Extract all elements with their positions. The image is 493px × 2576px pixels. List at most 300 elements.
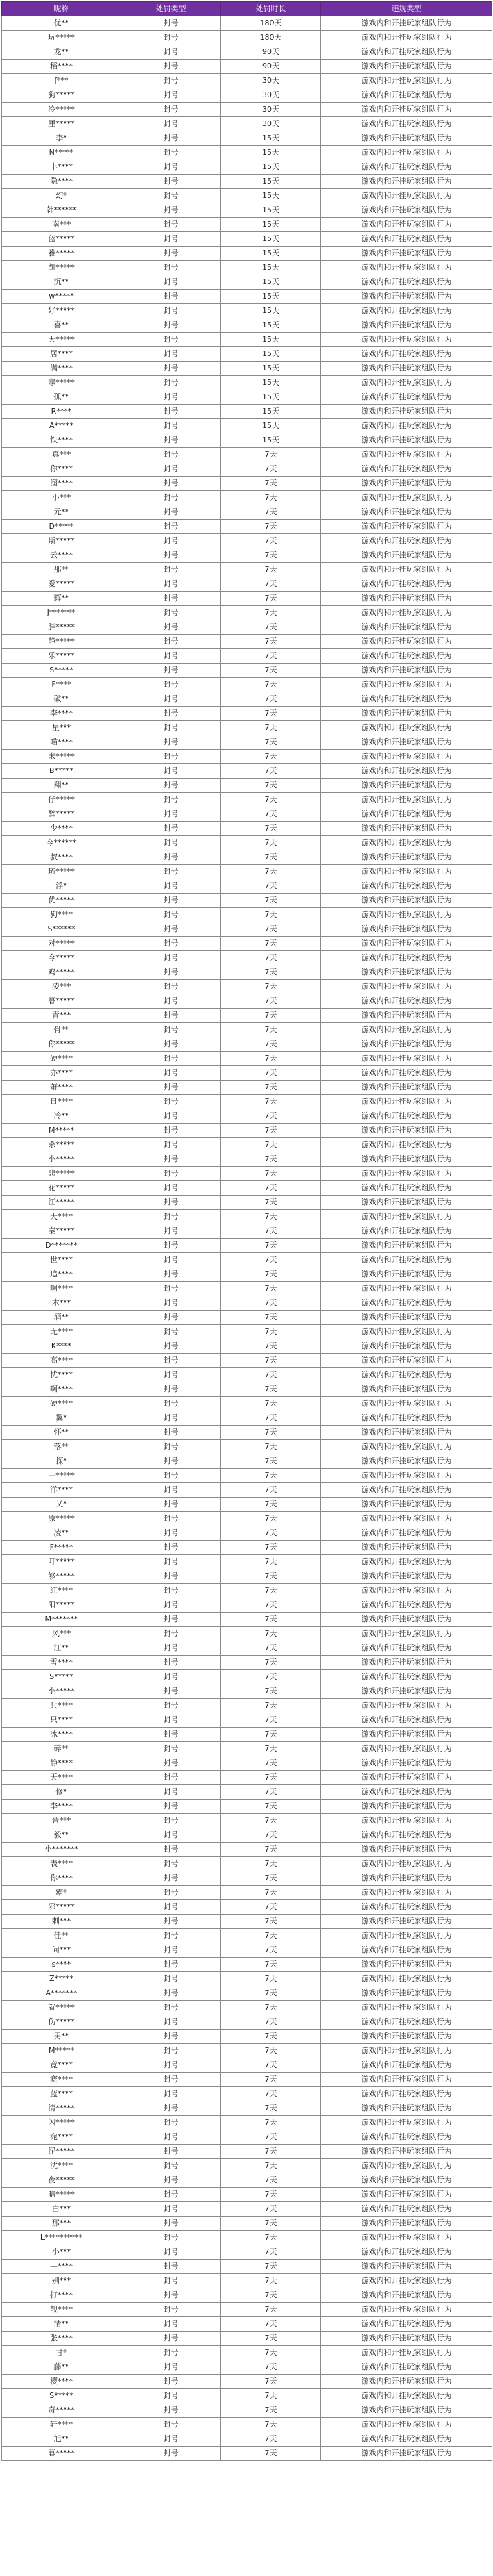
cell-penalty-duration: 7天 — [221, 994, 321, 1009]
cell-penalty-duration: 7天 — [221, 678, 321, 692]
cell-violation-type: 游戏内和开挂玩家组队行为 — [321, 879, 492, 894]
table-row — [2, 2332, 492, 2346]
cell-violation-type: 游戏内和开挂玩家组队行为 — [321, 2044, 492, 2058]
table-row — [2, 1382, 492, 1397]
table-row — [2, 2087, 492, 2101]
table-row — [2, 1828, 492, 1843]
cell-nickname: 暮***** — [2, 994, 121, 1009]
table-row — [2, 1066, 492, 1081]
cell-nickname: 风*** — [2, 1627, 121, 1641]
table-row — [2, 750, 492, 764]
table-header — [2, 2, 492, 16]
cell-penalty-duration: 7天 — [221, 1152, 321, 1167]
cell-violation-type: 游戏内和开挂玩家组队行为 — [321, 664, 492, 678]
cell-penalty-type: 封号 — [121, 750, 221, 764]
cell-penalty-duration: 7天 — [221, 2015, 321, 2030]
cell-penalty-type: 封号 — [121, 865, 221, 879]
cell-violation-type: 游戏内和开挂玩家组队行为 — [321, 1943, 492, 1958]
cell-nickname: 隐**** — [2, 175, 121, 189]
cell-penalty-duration: 30天 — [221, 117, 321, 131]
cell-penalty-duration: 7天 — [221, 1670, 321, 1684]
cell-penalty-type: 封号 — [121, 635, 221, 649]
cell-penalty-type: 封号 — [121, 2245, 221, 2260]
cell-penalty-type: 封号 — [121, 1641, 221, 1656]
table-row — [2, 362, 492, 376]
cell-nickname: 藤** — [2, 2360, 121, 2375]
cell-penalty-duration: 7天 — [221, 1713, 321, 1728]
cell-penalty-duration: 7天 — [221, 2303, 321, 2317]
table-row — [2, 1857, 492, 1871]
table-row — [2, 1368, 492, 1382]
cell-nickname: 世**** — [2, 1253, 121, 1267]
cell-violation-type: 游戏内和开挂玩家组队行为 — [321, 635, 492, 649]
cell-penalty-type: 封号 — [121, 2087, 221, 2101]
cell-violation-type: 游戏内和开挂玩家组队行为 — [321, 2188, 492, 2202]
cell-violation-type: 游戏内和开挂玩家组队行为 — [321, 894, 492, 908]
table-row — [2, 807, 492, 822]
cell-nickname: 邪***** — [2, 1900, 121, 1915]
cell-penalty-duration: 7天 — [221, 2245, 321, 2260]
cell-nickname: 泥***** — [2, 2145, 121, 2159]
cell-nickname: 怀** — [2, 1426, 121, 1440]
cell-violation-type: 游戏内和开挂玩家组队行为 — [321, 1296, 492, 1311]
cell-violation-type: 游戏内和开挂玩家组队行为 — [321, 534, 492, 548]
cell-penalty-duration: 7天 — [221, 850, 321, 865]
cell-penalty-type: 封号 — [121, 1368, 221, 1382]
cell-penalty-duration: 15天 — [221, 390, 321, 405]
cell-violation-type: 游戏内和开挂玩家组队行为 — [321, 1684, 492, 1699]
cell-violation-type: 游戏内和开挂玩家组队行为 — [321, 2202, 492, 2217]
cell-violation-type: 游戏内和开挂玩家组队行为 — [321, 994, 492, 1009]
cell-nickname: 高**** — [2, 1354, 121, 1368]
cell-nickname: 轩**** — [2, 2418, 121, 2432]
cell-violation-type: 游戏内和开挂玩家组队行为 — [321, 2418, 492, 2432]
table-row — [2, 2346, 492, 2360]
cell-penalty-type: 封号 — [121, 1613, 221, 1627]
cell-penalty-type: 封号 — [121, 419, 221, 433]
cell-penalty-duration: 7天 — [221, 1641, 321, 1656]
cell-nickname: 硬**** — [2, 1397, 121, 1411]
table-row — [2, 1296, 492, 1311]
cell-nickname: 伤***** — [2, 2015, 121, 2030]
cell-violation-type: 游戏内和开挂玩家组队行为 — [321, 462, 492, 477]
table-row — [2, 1239, 492, 1253]
cell-violation-type: 游戏内和开挂玩家组队行为 — [321, 2403, 492, 2418]
table-row — [2, 951, 492, 965]
table-row — [2, 1167, 492, 1181]
cell-violation-type: 游戏内和开挂玩家组队行为 — [321, 908, 492, 922]
table-row — [2, 1095, 492, 1109]
cell-penalty-duration: 7天 — [221, 937, 321, 951]
cell-penalty-duration: 7天 — [221, 2145, 321, 2159]
cell-penalty-type: 封号 — [121, 1598, 221, 1613]
table-row — [2, 1728, 492, 1742]
cell-violation-type: 游戏内和开挂玩家组队行为 — [321, 1756, 492, 1771]
cell-penalty-type: 封号 — [121, 692, 221, 707]
cell-violation-type: 游戏内和开挂玩家组队行为 — [321, 1785, 492, 1800]
cell-penalty-duration: 7天 — [221, 1555, 321, 1569]
cell-penalty-duration: 7天 — [221, 822, 321, 836]
cell-violation-type: 游戏内和开挂玩家组队行为 — [321, 1138, 492, 1152]
table-row — [2, 520, 492, 534]
cell-penalty-type: 封号 — [121, 189, 221, 203]
cell-penalty-duration: 7天 — [221, 1081, 321, 1095]
cell-penalty-duration: 15天 — [221, 275, 321, 290]
cell-nickname: 日**** — [2, 1095, 121, 1109]
cell-violation-type: 游戏内和开挂玩家组队行为 — [321, 1843, 492, 1857]
cell-penalty-duration: 7天 — [221, 1684, 321, 1699]
cell-penalty-type: 封号 — [121, 764, 221, 779]
cell-nickname: 赛**** — [2, 2073, 121, 2087]
cell-penalty-type: 封号 — [121, 1052, 221, 1066]
cell-nickname: 阳***** — [2, 1598, 121, 1613]
cell-violation-type: 游戏内和开挂玩家组队行为 — [321, 491, 492, 505]
cell-violation-type: 游戏内和开挂玩家组队行为 — [321, 189, 492, 203]
cell-violation-type: 游戏内和开挂玩家组队行为 — [321, 1958, 492, 1972]
cell-nickname: 南*** — [2, 218, 121, 232]
cell-violation-type: 游戏内和开挂玩家组队行为 — [321, 1325, 492, 1339]
cell-nickname: 酒** — [2, 1311, 121, 1325]
cell-penalty-type: 封号 — [121, 1397, 221, 1411]
cell-nickname: 对***** — [2, 937, 121, 951]
cell-nickname: 醉***** — [2, 807, 121, 822]
cell-penalty-type: 封号 — [121, 203, 221, 218]
cell-violation-type: 游戏内和开挂玩家组队行为 — [321, 563, 492, 577]
cell-penalty-type: 封号 — [121, 1569, 221, 1584]
table-row — [2, 606, 492, 620]
cell-violation-type: 游戏内和开挂玩家组队行为 — [321, 1368, 492, 1382]
cell-penalty-duration: 7天 — [221, 1282, 321, 1296]
cell-penalty-duration: 7天 — [221, 620, 321, 635]
cell-nickname: B***** — [2, 764, 121, 779]
cell-penalty-type: 封号 — [121, 1023, 221, 1037]
cell-nickname: 蓝**** — [2, 2087, 121, 2101]
cell-nickname: F***** — [2, 1541, 121, 1555]
cell-violation-type: 游戏内和开挂玩家组队行为 — [321, 1210, 492, 1224]
cell-violation-type: 游戏内和开挂玩家组队行为 — [321, 433, 492, 448]
cell-penalty-type: 封号 — [121, 822, 221, 836]
cell-penalty-type: 封号 — [121, 1986, 221, 2001]
cell-nickname: 洋**** — [2, 1483, 121, 1498]
table-row — [2, 1152, 492, 1167]
cell-violation-type: 游戏内和开挂玩家组队行为 — [321, 376, 492, 390]
table-row — [2, 2044, 492, 2058]
cell-nickname: 佳** — [2, 1929, 121, 1943]
cell-violation-type: 游戏内和开挂玩家组队行为 — [321, 577, 492, 592]
cell-penalty-type: 封号 — [121, 462, 221, 477]
cell-penalty-type: 封号 — [121, 103, 221, 117]
table-row — [2, 60, 492, 74]
cell-penalty-type: 封号 — [121, 879, 221, 894]
table-row — [2, 1454, 492, 1469]
cell-penalty-type: 封号 — [121, 548, 221, 563]
table-row — [2, 175, 492, 189]
table-row — [2, 577, 492, 592]
cell-nickname: 你***** — [2, 1037, 121, 1052]
cell-penalty-type: 封号 — [121, 1469, 221, 1483]
table-row — [2, 822, 492, 836]
cell-nickname: 忧**** — [2, 1368, 121, 1382]
table-row — [2, 1555, 492, 1569]
cell-violation-type: 游戏内和开挂玩家组队行为 — [321, 2145, 492, 2159]
cell-penalty-type: 封号 — [121, 1742, 221, 1756]
cell-nickname: 竟**** — [2, 2058, 121, 2073]
table-row — [2, 1814, 492, 1828]
cell-violation-type: 游戏内和开挂玩家组队行为 — [321, 1339, 492, 1354]
cell-penalty-duration: 15天 — [221, 433, 321, 448]
cell-violation-type: 游戏内和开挂玩家组队行为 — [321, 1382, 492, 1397]
cell-penalty-type: 封号 — [121, 362, 221, 376]
cell-penalty-type: 封号 — [121, 735, 221, 750]
cell-penalty-duration: 7天 — [221, 1483, 321, 1498]
cell-penalty-type: 封号 — [121, 793, 221, 807]
table-row — [2, 1037, 492, 1052]
cell-violation-type: 游戏内和开挂玩家组队行为 — [321, 1095, 492, 1109]
cell-violation-type: 游戏内和开挂玩家组队行为 — [321, 1311, 492, 1325]
cell-penalty-duration: 15天 — [221, 160, 321, 175]
cell-penalty-duration: 7天 — [221, 1066, 321, 1081]
cell-nickname: 小*** — [2, 2245, 121, 2260]
cell-penalty-type: 封号 — [121, 2274, 221, 2288]
cell-nickname: 未***** — [2, 750, 121, 764]
cell-penalty-duration: 7天 — [221, 1929, 321, 1943]
cell-penalty-type: 封号 — [121, 2332, 221, 2346]
table-row — [2, 1598, 492, 1613]
cell-violation-type: 游戏内和开挂玩家组队行为 — [321, 850, 492, 865]
cell-nickname: 只**** — [2, 1713, 121, 1728]
cell-violation-type: 游戏内和开挂玩家组队行为 — [321, 1066, 492, 1081]
cell-penalty-duration: 7天 — [221, 2274, 321, 2288]
ban-list-table-container — [1, 1, 492, 2461]
table-row — [2, 2403, 492, 2418]
table-row — [2, 1267, 492, 1282]
cell-violation-type: 游戏内和开挂玩家组队行为 — [321, 505, 492, 520]
cell-violation-type: 游戏内和开挂玩家组队行为 — [321, 922, 492, 937]
cell-penalty-type: 封号 — [121, 405, 221, 419]
cell-nickname: 沉** — [2, 275, 121, 290]
cell-violation-type: 游戏内和开挂玩家组队行为 — [321, 1555, 492, 1569]
cell-violation-type: 游戏内和开挂玩家组队行为 — [321, 1009, 492, 1023]
table-row — [2, 448, 492, 462]
cell-violation-type: 游戏内和开挂玩家组队行为 — [321, 362, 492, 376]
cell-penalty-type: 封号 — [121, 1081, 221, 1095]
table-row — [2, 1124, 492, 1138]
table-row — [2, 721, 492, 735]
cell-penalty-type: 封号 — [121, 2418, 221, 2432]
cell-violation-type: 游戏内和开挂玩家组队行为 — [321, 865, 492, 879]
cell-penalty-duration: 7天 — [221, 1843, 321, 1857]
cell-penalty-type: 封号 — [121, 2159, 221, 2173]
cell-nickname: 凌** — [2, 1526, 121, 1541]
cell-penalty-duration: 7天 — [221, 2058, 321, 2073]
cell-penalty-type: 封号 — [121, 664, 221, 678]
cell-penalty-type: 封号 — [121, 1037, 221, 1052]
cell-violation-type: 游戏内和开挂玩家组队行为 — [321, 2116, 492, 2130]
cell-penalty-duration: 7天 — [221, 1052, 321, 1066]
cell-penalty-duration: 7天 — [221, 664, 321, 678]
cell-penalty-type: 封号 — [121, 1483, 221, 1498]
cell-penalty-type: 封号 — [121, 1382, 221, 1397]
cell-nickname: 宛**** — [2, 2130, 121, 2145]
cell-nickname: S***** — [2, 664, 121, 678]
cell-penalty-type: 封号 — [121, 2202, 221, 2217]
cell-penalty-duration: 7天 — [221, 1325, 321, 1339]
cell-penalty-duration: 7天 — [221, 1526, 321, 1541]
table-row — [2, 879, 492, 894]
cell-penalty-duration: 15天 — [221, 362, 321, 376]
table-row — [2, 1426, 492, 1440]
cell-violation-type: 游戏内和开挂玩家组队行为 — [321, 965, 492, 980]
table-row — [2, 2432, 492, 2447]
cell-violation-type: 游戏内和开挂玩家组队行为 — [321, 290, 492, 304]
table-row — [2, 2217, 492, 2231]
cell-penalty-duration: 7天 — [221, 548, 321, 563]
cell-penalty-duration: 15天 — [221, 304, 321, 318]
cell-penalty-type: 封号 — [121, 1239, 221, 1253]
cell-penalty-type: 封号 — [121, 1843, 221, 1857]
table-row — [2, 131, 492, 146]
cell-penalty-type: 封号 — [121, 1915, 221, 1929]
cell-nickname: 辉** — [2, 592, 121, 606]
cell-penalty-type: 封号 — [121, 1282, 221, 1296]
cell-nickname: 雪**** — [2, 1656, 121, 1670]
cell-penalty-duration: 7天 — [221, 2231, 321, 2245]
cell-penalty-duration: 7天 — [221, 721, 321, 735]
table-body — [2, 16, 492, 2461]
table-row — [2, 1771, 492, 1785]
cell-violation-type: 游戏内和开挂玩家组队行为 — [321, 1929, 492, 1943]
table-row — [2, 2001, 492, 2015]
cell-penalty-type: 封号 — [121, 1109, 221, 1124]
cell-penalty-duration: 7天 — [221, 491, 321, 505]
cell-nickname: D***** — [2, 520, 121, 534]
cell-nickname: 就***** — [2, 2001, 121, 2015]
table-row — [2, 635, 492, 649]
cell-penalty-type: 封号 — [121, 2101, 221, 2116]
cell-penalty-type: 封号 — [121, 1800, 221, 1814]
table-row — [2, 1397, 492, 1411]
cell-nickname: 小***** — [2, 1152, 121, 1167]
table-row — [2, 1569, 492, 1584]
cell-penalty-type: 封号 — [121, 951, 221, 965]
cell-penalty-type: 封号 — [121, 1440, 221, 1454]
cell-penalty-duration: 7天 — [221, 2159, 321, 2173]
cell-nickname: 夜***** — [2, 2173, 121, 2188]
cell-violation-type: 游戏内和开挂玩家组队行为 — [321, 2317, 492, 2332]
cell-penalty-duration: 7天 — [221, 1196, 321, 1210]
table-row — [2, 664, 492, 678]
cell-penalty-type: 封号 — [121, 1138, 221, 1152]
cell-violation-type: 游戏内和开挂玩家组队行为 — [321, 592, 492, 606]
table-row — [2, 2101, 492, 2116]
cell-penalty-duration: 7天 — [221, 1311, 321, 1325]
cell-nickname: 那** — [2, 563, 121, 577]
cell-penalty-duration: 7天 — [221, 951, 321, 965]
cell-penalty-duration: 7天 — [221, 2288, 321, 2303]
cell-violation-type: 游戏内和开挂玩家组队行为 — [321, 692, 492, 707]
cell-penalty-type: 封号 — [121, 1699, 221, 1713]
cell-nickname: 今****** — [2, 836, 121, 850]
cell-violation-type: 游戏内和开挂玩家组队行为 — [321, 1584, 492, 1598]
cell-penalty-type: 封号 — [121, 1411, 221, 1426]
cell-penalty-type: 封号 — [121, 1728, 221, 1742]
cell-nickname: A******* — [2, 1986, 121, 2001]
cell-penalty-duration: 7天 — [221, 1584, 321, 1598]
cell-nickname: 悲***** — [2, 1167, 121, 1181]
cell-penalty-duration: 7天 — [221, 1009, 321, 1023]
cell-violation-type: 游戏内和开挂玩家组队行为 — [321, 60, 492, 74]
cell-nickname: 小******* — [2, 1843, 121, 1857]
cell-violation-type: 游戏内和开挂玩家组队行为 — [321, 2101, 492, 2116]
cell-violation-type: 游戏内和开挂玩家组队行为 — [321, 2303, 492, 2317]
cell-penalty-duration: 7天 — [221, 2087, 321, 2101]
table-row — [2, 2015, 492, 2030]
cell-nickname: 凯***** — [2, 261, 121, 275]
cell-nickname: 骨** — [2, 1023, 121, 1037]
cell-nickname: 落** — [2, 1440, 121, 1454]
cell-violation-type: 游戏内和开挂玩家组队行为 — [321, 1900, 492, 1915]
cell-nickname: 霸* — [2, 1886, 121, 1900]
cell-nickname: 浮* — [2, 879, 121, 894]
cell-penalty-duration: 15天 — [221, 419, 321, 433]
table-row — [2, 103, 492, 117]
cell-violation-type: 游戏内和开挂玩家组队行为 — [321, 2058, 492, 2073]
cell-nickname: 冷** — [2, 1109, 121, 1124]
cell-violation-type: 游戏内和开挂玩家组队行为 — [321, 1052, 492, 1066]
cell-penalty-duration: 7天 — [221, 1239, 321, 1253]
cell-violation-type: 游戏内和开挂玩家组队行为 — [321, 2130, 492, 2145]
cell-penalty-type: 封号 — [121, 2044, 221, 2058]
cell-penalty-duration: 7天 — [221, 1569, 321, 1584]
table-row — [2, 304, 492, 318]
cell-nickname: 居**** — [2, 347, 121, 362]
table-row — [2, 2188, 492, 2202]
cell-penalty-duration: 7天 — [221, 1267, 321, 1282]
cell-penalty-duration: 7天 — [221, 1167, 321, 1181]
cell-penalty-duration: 7天 — [221, 1871, 321, 1886]
cell-violation-type: 游戏内和开挂玩家组队行为 — [321, 175, 492, 189]
cell-penalty-type: 封号 — [121, 577, 221, 592]
cell-violation-type: 游戏内和开挂玩家组队行为 — [321, 1972, 492, 1986]
cell-nickname: 花***** — [2, 1181, 121, 1196]
cell-penalty-type: 封号 — [121, 347, 221, 362]
cell-nickname: 雅***** — [2, 247, 121, 261]
table-row — [2, 318, 492, 333]
cell-penalty-duration: 7天 — [221, 1138, 321, 1152]
cell-penalty-duration: 7天 — [221, 1656, 321, 1670]
cell-violation-type: 游戏内和开挂玩家组队行为 — [321, 390, 492, 405]
cell-nickname: 红**** — [2, 1584, 121, 1598]
table-row — [2, 88, 492, 103]
cell-penalty-type: 封号 — [121, 232, 221, 247]
cell-penalty-type: 封号 — [121, 649, 221, 664]
cell-nickname: 喜** — [2, 318, 121, 333]
cell-penalty-duration: 7天 — [221, 606, 321, 620]
table-row — [2, 477, 492, 491]
cell-violation-type: 游戏内和开挂玩家组队行为 — [321, 1239, 492, 1253]
table-row — [2, 994, 492, 1009]
table-row — [2, 1742, 492, 1756]
cell-nickname: 仔***** — [2, 793, 121, 807]
cell-penalty-type: 封号 — [121, 1167, 221, 1181]
cell-penalty-duration: 7天 — [221, 462, 321, 477]
cell-violation-type: 游戏内和开挂玩家组队行为 — [321, 2346, 492, 2360]
cell-penalty-duration: 7天 — [221, 1454, 321, 1469]
table-row — [2, 419, 492, 433]
table-row — [2, 1800, 492, 1814]
table-row — [2, 2159, 492, 2173]
cell-nickname: 天**** — [2, 1771, 121, 1785]
